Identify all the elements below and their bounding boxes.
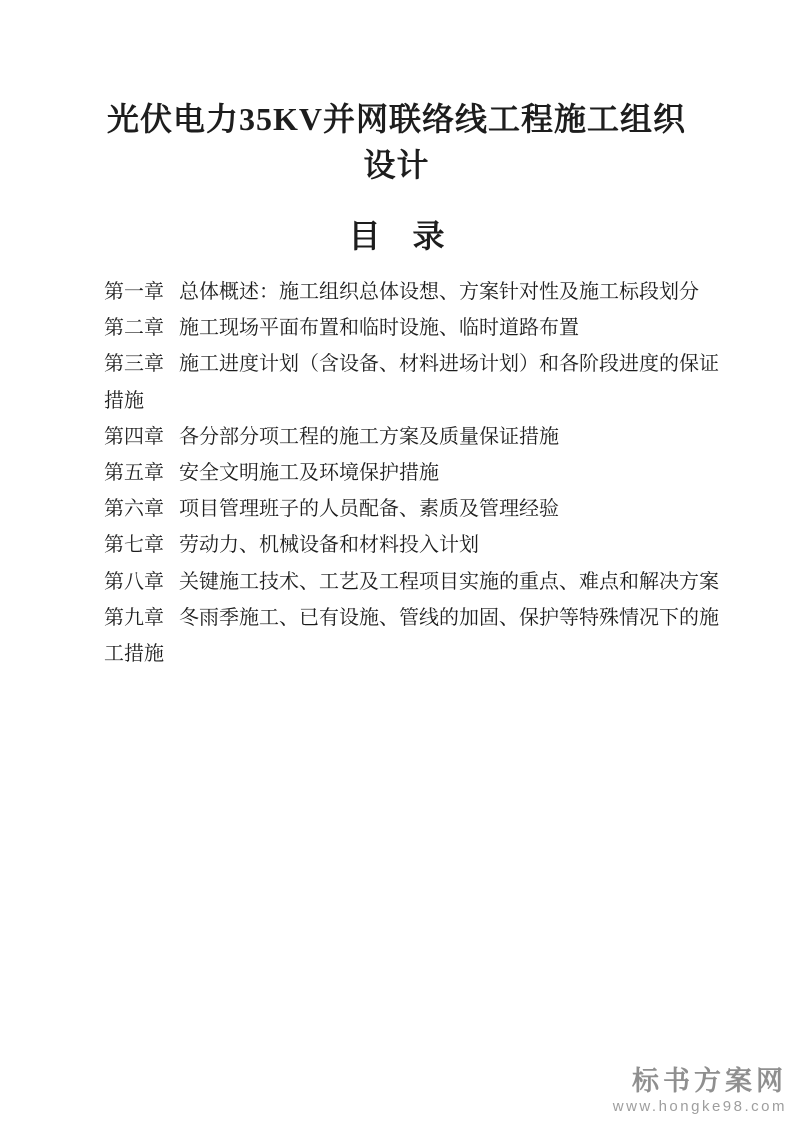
toc-entry-chapter-label: 第四章	[104, 425, 164, 448]
toc-entry-chapter-8	[104, 564, 730, 600]
document-title	[56, 96, 737, 188]
toc-entry-title: 关键施工技术、工艺及工程项目实施的重点、难点和解决方案	[179, 570, 719, 593]
toc-entry-chapter-4	[104, 419, 730, 455]
toc-entry-title: 各分部分项工程的施工方案及质量保证措施	[179, 425, 559, 448]
toc-list	[104, 274, 730, 672]
toc-entry-chapter-label: 第八章	[104, 570, 164, 593]
toc-entry-title: 项目管理班子的人员配备、素质及管理经验	[179, 498, 559, 521]
toc-entry-chapter-5	[104, 455, 730, 491]
watermark-site-url: www.hongke98.com	[612, 1098, 787, 1115]
toc-entry-title: 劳动力、机械设备和材料投入计划	[179, 534, 479, 557]
toc-entry-chapter-label: 第六章	[104, 498, 164, 521]
toc-entry-chapter-label: 第二章	[104, 317, 164, 340]
toc-entry-title: 施工进度计划（含设备、材料进场计划）和各阶段进度的保证措施	[104, 353, 719, 412]
toc-entry-chapter-1	[104, 274, 730, 310]
toc-entry-title: 冬雨季施工、已有设施、管线的加固、保护等特殊情况下的施工措施	[104, 606, 719, 666]
watermark-site-name: 标书方案网	[632, 1066, 787, 1096]
toc-entry-title: 总体概述：施工组织总体设想、方案针对性及施工标段划分	[179, 281, 699, 303]
toc-heading: 目 录	[348, 218, 445, 254]
document-title-line-1: 光伏电力35KV并网联络线工程施工组织	[106, 101, 686, 137]
document-title-line-2: 设计	[363, 147, 430, 183]
toc-entry-chapter-9	[104, 600, 730, 672]
toc-entry-chapter-3	[104, 346, 730, 418]
toc-entry-title: 安全文明施工及环境保护措施	[179, 462, 439, 485]
toc-entry-chapter-label: 第五章	[104, 462, 164, 485]
toc-entry-chapter-7	[104, 527, 730, 563]
toc-entry-title: 施工现场平面布置和临时设施、临时道路布置	[179, 317, 579, 340]
toc-entry-chapter-label: 第三章	[104, 353, 164, 376]
toc-entry-chapter-label: 第一章	[104, 281, 164, 303]
toc-entry-chapter-label: 第九章	[104, 606, 164, 629]
toc-entry-chapter-label: 第七章	[104, 534, 164, 557]
toc-entry-chapter-2	[104, 310, 730, 346]
toc-entry-chapter-6	[104, 491, 730, 527]
site-watermark	[613, 1068, 787, 1114]
